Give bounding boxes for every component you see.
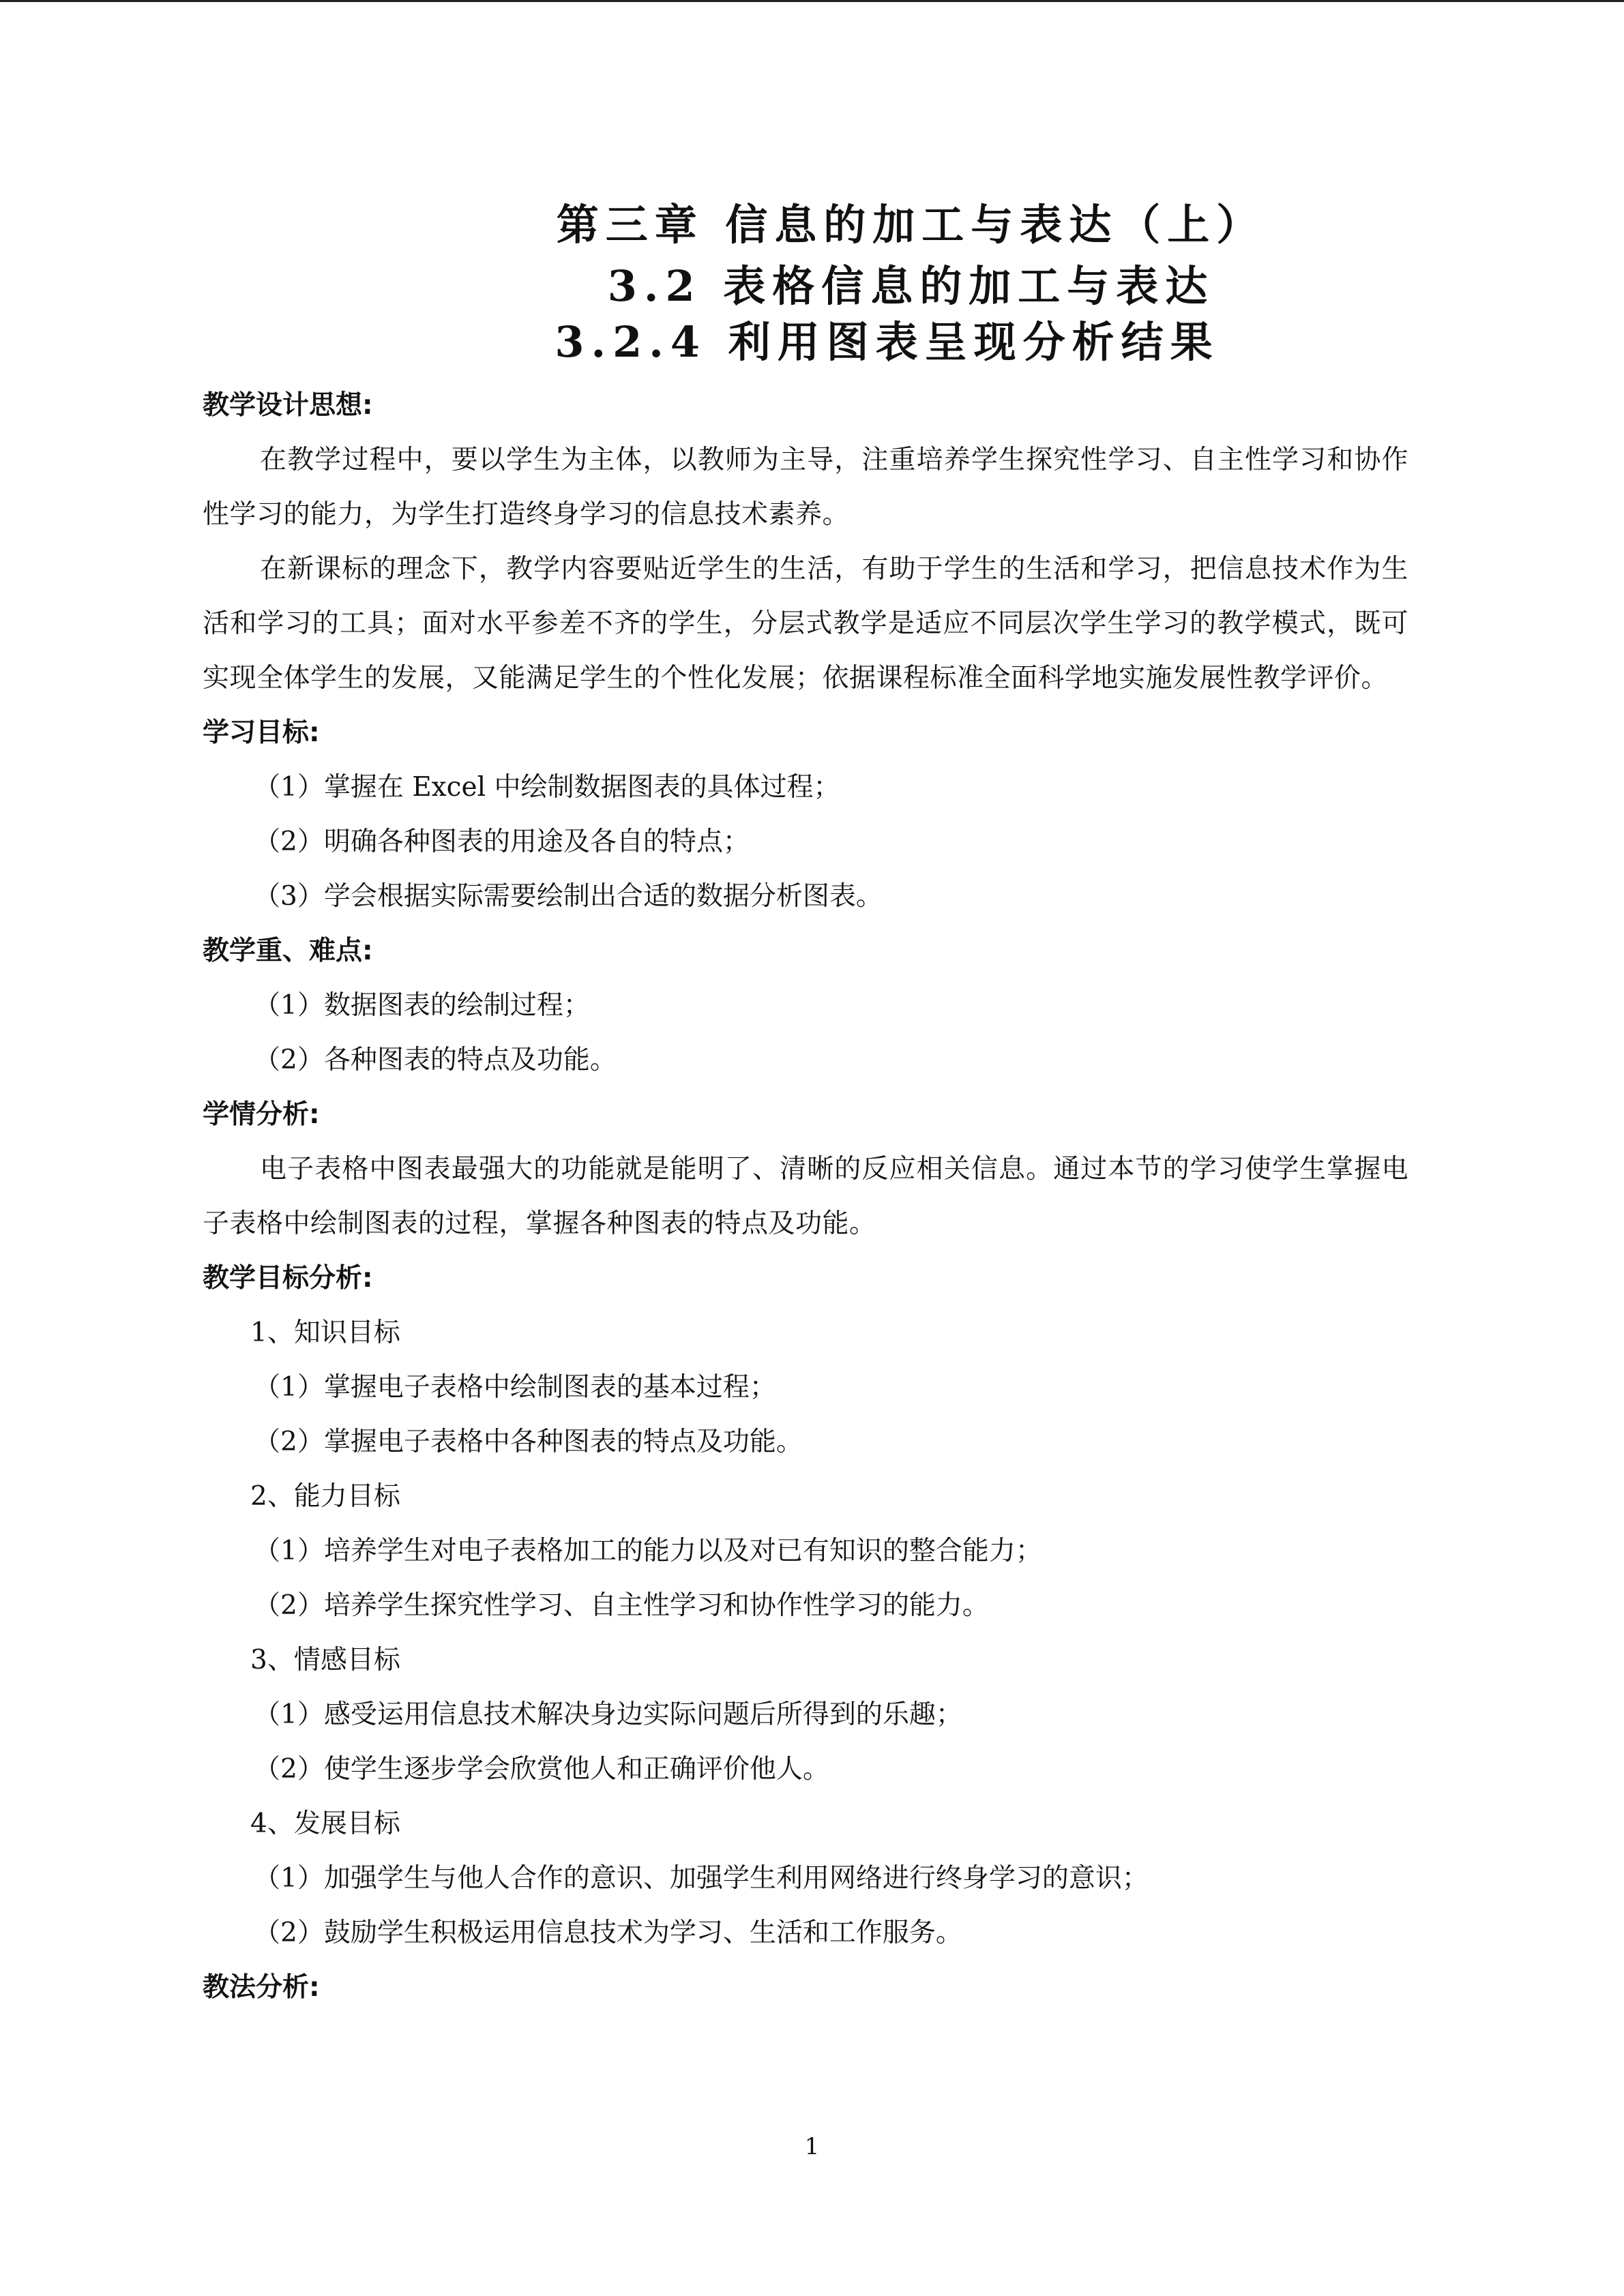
ability-goal-item-1: （1）培养学生对电子表格加工的能力以及对已有知识的整合能力； (254, 1536, 1042, 1566)
goal-item-2: （2）明确各种图表的用途及各自的特点； (254, 826, 750, 857)
document-body (203, 378, 1408, 2015)
emotion-goal-item-1: （1）感受运用信息技术解决身边实际问题后所得到的乐趣； (254, 1699, 962, 1730)
analysis-heading: 学情分析: (203, 1099, 320, 1130)
top-border-line (0, 0, 1624, 2)
development-goal-item-2: （2）鼓励学生积极运用信息技术为学习、生活和工作服务。 (254, 1918, 962, 1948)
development-goal-label: 4、发展目标 (250, 1808, 400, 1839)
method-heading: 教法分析: (203, 1972, 320, 2003)
goals-heading: 学习目标: (203, 717, 320, 748)
ability-goal-item-2: （2）培养学生探究性学习、自主性学习和协作性学习的能力。 (254, 1590, 989, 1621)
chapter-title: 第三章 信息的加工与表达（上） (556, 200, 1266, 250)
knowledge-goal-label: 1、知识目标 (250, 1317, 400, 1348)
key-point-item-2: （2）各种图表的特点及功能。 (254, 1045, 617, 1075)
objective-analysis-heading: 教学目标分析: (203, 1263, 373, 1294)
design-paragraph-2: 在新课标的理念下，教学内容要贴近学生的生活，有助于学生的生活和学习，把信息技术作为生活和学习的工具；面对水平参差不齐的学生，分层式教学是适应不同层次学生学习的教学模式，既可实现全体学生的发展，又能满足学生的个性化发展；依据课程标准全面科学地实施发展性教学评价。 (203, 554, 1408, 694)
emotion-goal-item-2: （2）使学生逐步学会欣赏他人和正确评价他人。 (254, 1754, 829, 1785)
subsection-title: 3.2.4 利用图表呈现分析结果 (555, 317, 1220, 367)
knowledge-goal-item-1: （1）掌握电子表格中绘制图表的基本过程； (254, 1372, 776, 1403)
goal-item-1: （1）掌握在 Excel 中绘制数据图表的具体过程； (254, 772, 840, 803)
design-heading: 教学设计思想: (203, 390, 373, 421)
key-points-heading: 教学重、难点: (203, 936, 373, 966)
emotion-goal-label: 3、情感目标 (250, 1645, 400, 1675)
page-number: 1 (804, 2133, 820, 2160)
design-paragraph-1: 在教学过程中，要以学生为主体，以教师为主导，注重培养学生探究性学习、自主性学习和协作性学习的能力，为学生打造终身学习的信息技术素养。 (203, 445, 1408, 530)
analysis-paragraph: 电子表格中图表最强大的功能就是能明了、清晰的反应相关信息。通过本节的学习使学生掌握电子表格中绘制图表的过程，掌握各种图表的特点及功能。 (203, 1154, 1408, 1239)
section-title: 3.2 表格信息的加工与表达 (607, 261, 1215, 311)
development-goal-item-1: （1）加强学生与他人合作的意识、加强学生利用网络进行终身学习的意识； (254, 1863, 1149, 1894)
knowledge-goal-item-2: （2）掌握电子表格中各种图表的特点及功能。 (254, 1427, 803, 1457)
key-point-item-1: （1）数据图表的绘制过程； (254, 990, 590, 1021)
goal-item-3: （3）学会根据实际需要绘制出合适的数据分析图表。 (254, 881, 883, 912)
ability-goal-label: 2、能力目标 (250, 1481, 400, 1512)
